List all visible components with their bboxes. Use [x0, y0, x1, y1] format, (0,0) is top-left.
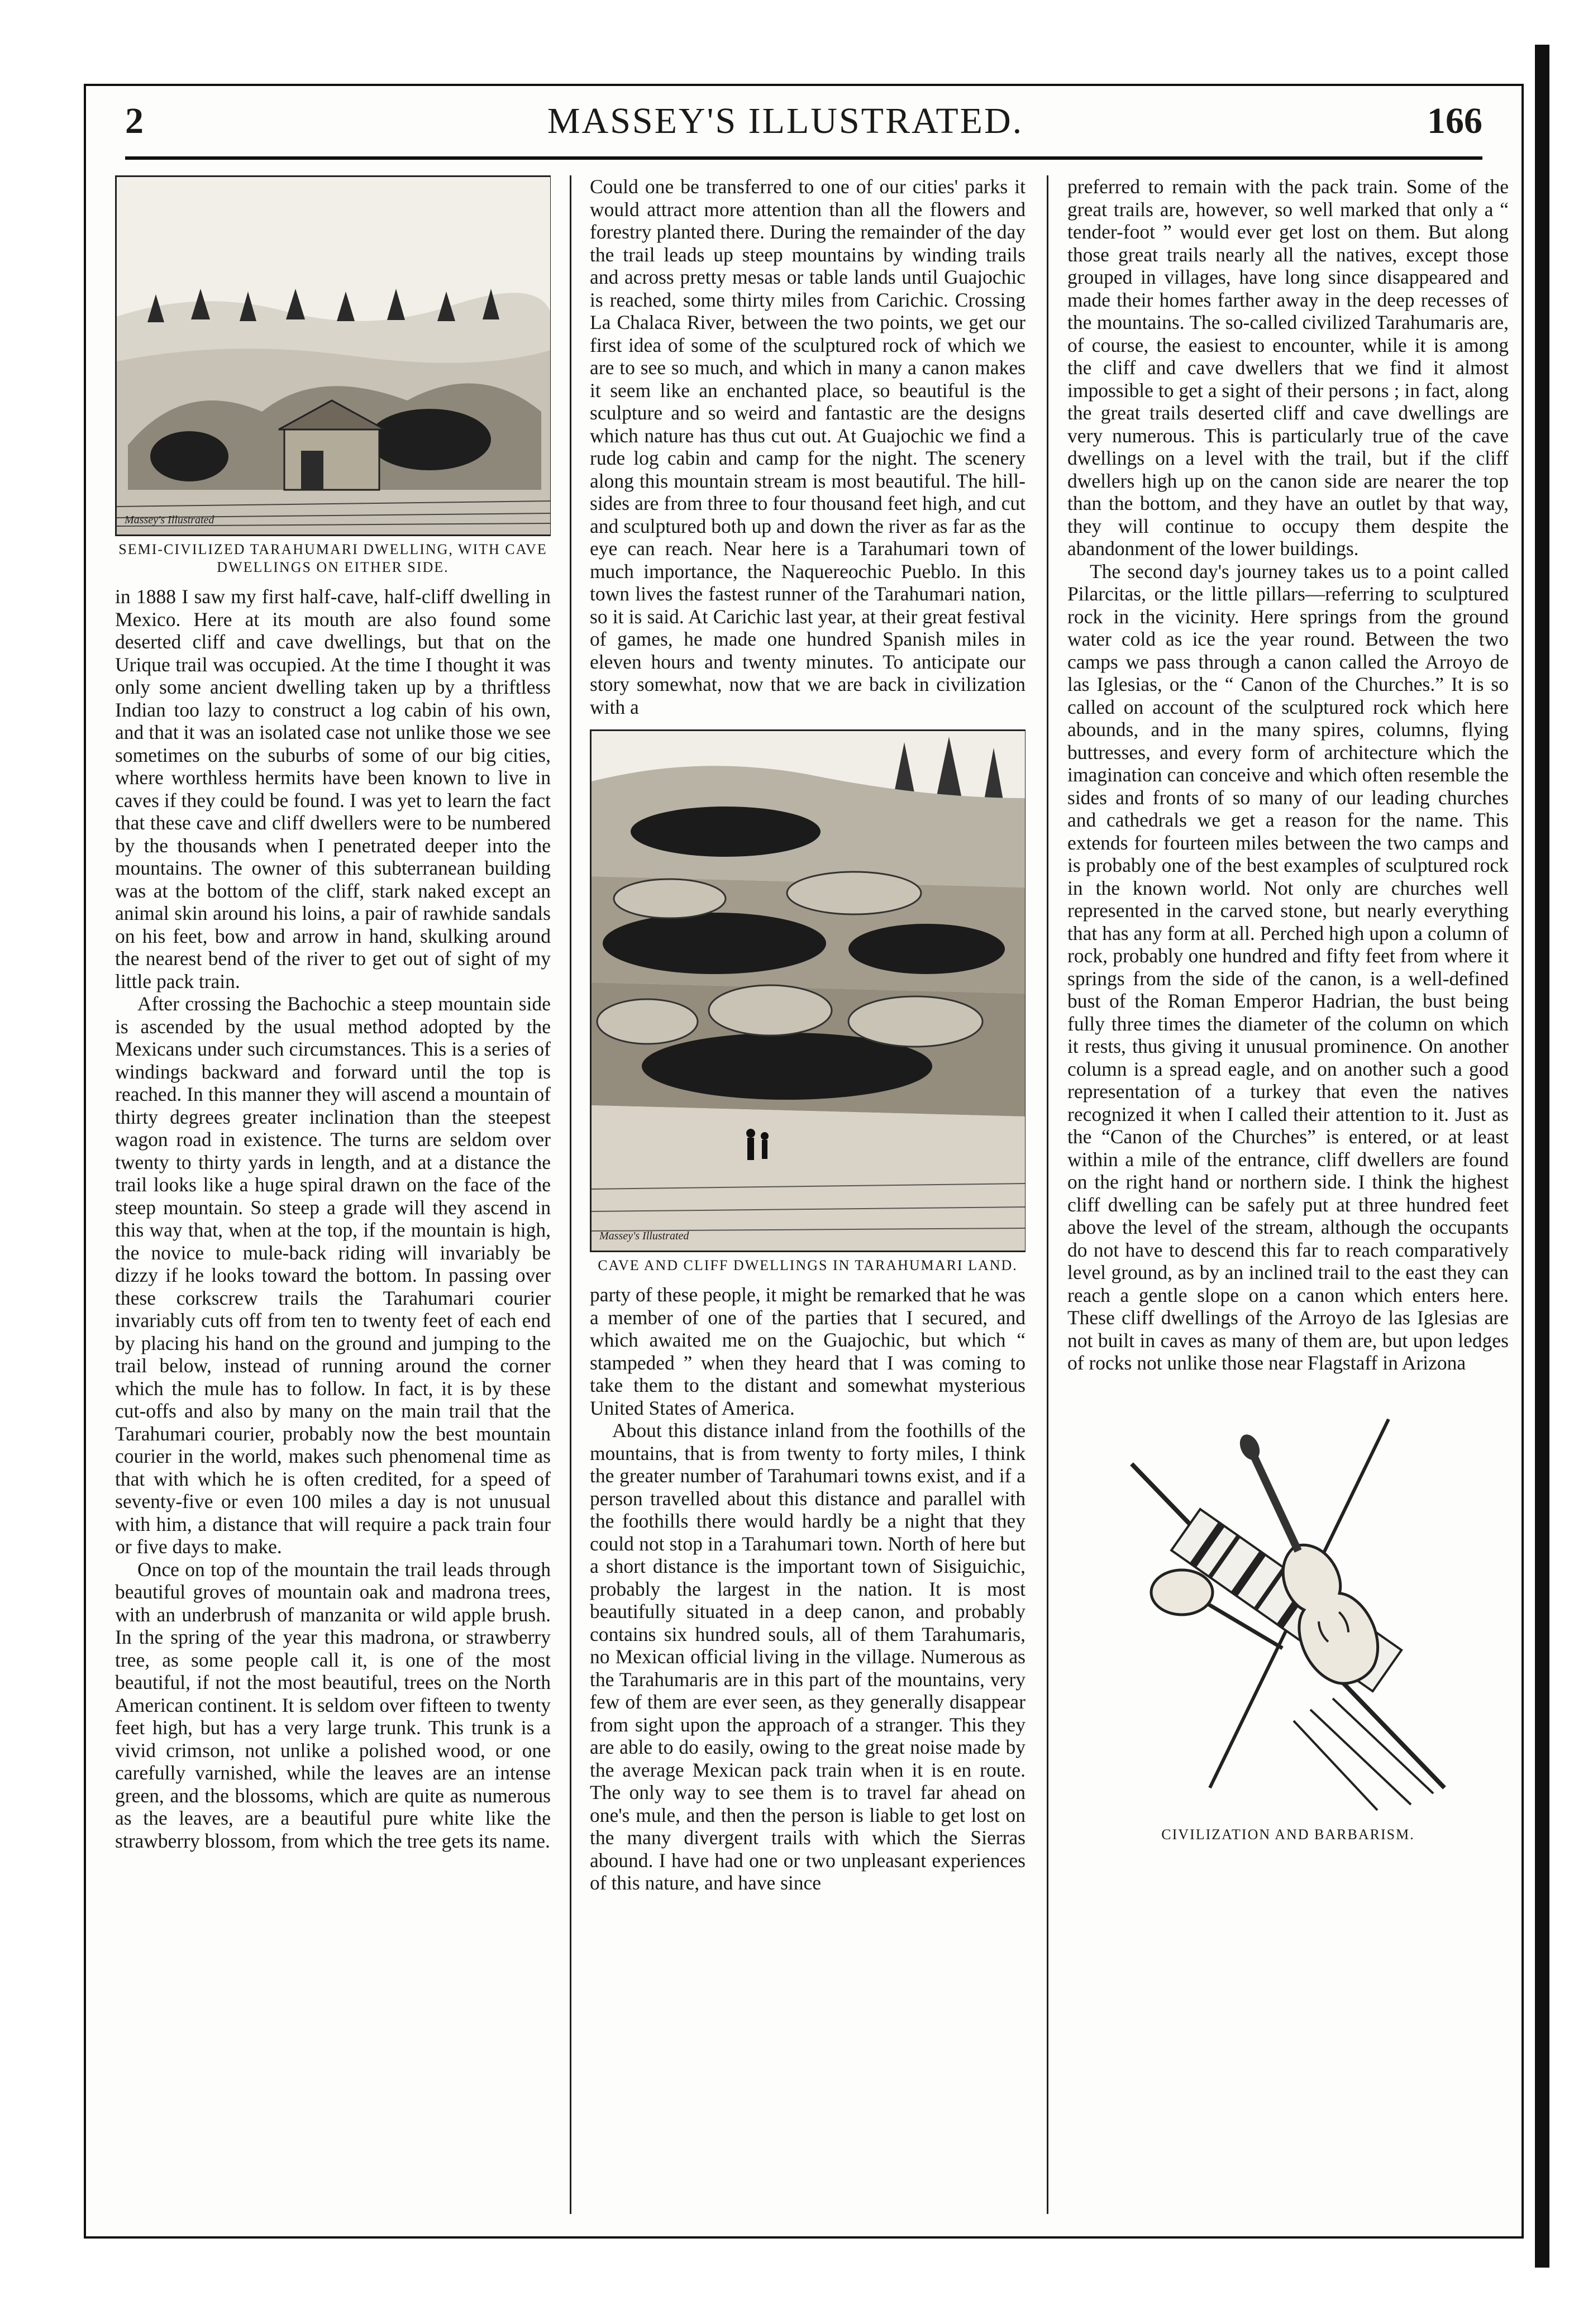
figure-caption: CAVE AND CLIFF DWELLINGS IN TARAHUMARI LAND.	[598, 1257, 1018, 1273]
paragraph: About this distance inland from the foothills of the mountains, that is from twenty to forty miles, I think the greater number of Tarahumari towns exist, and if a person travelled about this distance and parallel with the foothills there would hardly be a night that they could not stop in a Tarahumari town. North of here but a short distance is the important town of Sisiguichic, probably the largest in the nation. It is most beautifully situated in a deep canon, and probably contains six hundred souls, all of them Tarahumaris, no Mexican official living in the village. Numerous as the Tarahumaris are in this part of the mountains, very few of them are ever seen, as they generally disappear from sight upon the approach of a stranger. This they are able to do easily, owing to the great noise made by the average Mexican pack train when it is en route. The only way to see them is to travel far ahead on one's mule, and then the person is liable to get lost on the many divergent trails with which the Sierras abound. I have had one or two unpleasant experiences of this nature, and have since	[590, 1419, 1026, 1894]
engraving-signature: Massey's Illustrated	[599, 1229, 689, 1242]
figure-caption: CIVILIZATION AND BARBARISM.	[1161, 1826, 1415, 1843]
engraving-signature: Massey's Illustrated	[125, 513, 214, 526]
column-divider	[570, 175, 571, 2214]
paragraph: party of these people, it might be remarked that he was a member of one of the parties that I secured, and which awaited me on the Guajochic, but which “ stampeded ” when they heard that I was coming to take them to the distant and somewhat mysterious United States of America.	[590, 1283, 1026, 1419]
figure-cave-dwellings	[590, 729, 1026, 1275]
page-number-right: 166	[1427, 101, 1482, 141]
paragraph: After crossing the Bachochic a steep mountain side is ascended by the usual method adopted by the Mexicans under such circumstances. This is a series of windings backward and forward until the top is reached. In this manner they will ascend a mountain of thirty degrees greater inclination than the steepest wagon road in existence. The turns are seldom over twenty to thirty yards in length, and at a distance the trail looks like a huge spiral drawn on the face of the steep mountain. So steep a grade will they ascend in this way that, when at the top, if the mountain is high, the novice to mule-back riding will invariably be dizzy if he looks toward the bottom. In passing over these corkscrew trails the Tarahumari courier invariably cuts off from ten to twenty feet of each end by placing his hand on the ground and jumping to the trail below, instead of running around the corner which the mule has to follow. In fact, it is by these cut-offs and also by many on the main trail that the Tarahumari courier, probably now the best mountain courier in the world, makes such phenomenal time as that with which he is often credited, for a speed of seventy-five or even 100 miles a day is not unusual with him, a distance that will require a pack train four or five days to make.	[115, 992, 551, 1558]
violin-and-weapons-engraving	[1098, 1397, 1478, 1821]
page-header	[86, 86, 1522, 150]
cave-dwellings-engraving	[590, 729, 1026, 1252]
column-divider	[1047, 175, 1048, 2214]
paragraph: Could one be transferred to one of our cities' parks it would attract more attention than all the flowers and forestry planted there. During the remainder of the day the trail leads up steep mountains by winding trails and across pretty mesas or table lands until Guajochic is reached, some thirty miles from Carichic. Crossing La Chalaca River, between the two points, we get our first idea of some of the sculptured rock of which we are to see so much, and which in many a canon makes it seem like an enchanted place, so beautiful is the sculpture and so weird and fantastic are the designs which nature has thus cut out. At Guajochic we find a rude log cabin and camp for the night. The scenery along this mountain stream is most beautiful. The hill-sides are from three to four thousand feet high, and cut and sculptured both up and down the river as far as the eye can reach. Near here is a Tarahumari town of much importance, the Naquereochic Pueblo. In this town lives the fastest runner of the Tarahumari nation, so it is said. At Carichic last year, at their great festival of games, he made one hundred Spanish miles in eleven hours and twenty minutes. To anticipate our story somewhat, now that we are back in civilization with a	[590, 175, 1026, 718]
magazine-page	[84, 84, 1524, 2239]
paragraph: in 1888 I saw my first half-cave, half-cliff dwelling in Mexico. Here at its mouth are also found some deserted cliff and cave dwellings, but that on the Urique trail was occupied. At the time I thought it was only some ancient dwelling taken up by a thriftless Indian too lazy to construct a log cabin of his own, and that it was an isolated case not unlike those we see sometimes on the suburbs of some of our big cities, where worthless hermits have been known to live in caves if they could be found. I was yet to learn the fact that these cave and cliff dwellers were to be numbered by the thousands when I penetrated deeper into the mountains. The owner of this subterranean building was at the bottom of the cliff, stark naked except an animal skin around his loins, a pair of rawhide sandals on his feet, bow and arrow in hand, skulking around the nearest bend of the river to get out of sight of my little pack train.	[115, 585, 551, 992]
paragraph: Once on top of the mountain the trail leads through beautiful groves of mountain oak and madrona trees, with an underbrush of manzanita or wild apple brush. In the spring of the year this madrona, or strawberry tree, as some people call it, is one of the most beautiful, if not the most beautiful, trees on the North American continent. It is seldom over fifteen to twenty feet high, but has a very large trunk. This trunk is a vivid crimson, not unlike a polished wood, or one carefully varnished, while the leaves are an intense green, and the blossoms, which are quite as numerous as the leaves, are a beautiful pure white like the strawberry blossom, from which the tree gets its name.	[115, 1558, 551, 1852]
article-column-2	[590, 175, 1026, 2214]
paragraph: preferred to remain with the pack train. Some of the great trails are, however, so well marked that only a “ tender-foot ” would ever get lost on them. But along those great trails nearly all the natives, except those grouped in villages, have long since disappeared and made their homes farther away in the deep recesses of the mountains. The so-called civilized Tarahumaris are, of course, the easiest to encounter, while it is among the cliff and cave dwellers that we find it almost impossible to get a sight of their persons ; in fact, along the great trails deserted cliff and cave dwellings are very numerous. This is particularly true of the cave dwellings on a level with the trail, but if the cliff dwellers high up on the canon side are nearer the top than the bottom, and they have an outlet by that way, they will continue to occupy them despite the abandonment of the lower buildings.	[1067, 175, 1509, 560]
page-edge-shadow	[1535, 45, 1549, 2268]
header-rule	[125, 156, 1482, 160]
paragraph: The second day's journey takes us to a point called Pilarcitas, or the little pillars—referring to sculptured rock in the vicinity. Here springs from the ground water cold as ice the year round. Between the two camps we pass through a canon called the Arroyo de las Iglesias, or the “ Canon of the Churches.” It is so called on account of the sculptured rock which here abounds, and in the many spires, columns, flying buttresses, and every form of architecture which the imagination can conceive and which often resemble the sides and fronts of so many of our leading churches and cathedrals we get a reason for the name. This extends for fourteen miles between the two camps and is probably one of the best examples of sculptured rock in the known world. Not only are churches well represented in the carved stone, but nearly everything that has any form at all. Perched high upon a column of rock, probably one hundred and fifty feet from where it springs from the side of the canon, is a well-defined bust of the Roman Emperor Hadrian, the bust being fully three times the diameter of the column on which it rests, thus giving it unusual prominence. On another column is a spread eagle, and on another such a good representation of a turkey that even the natives recognized it when I called their attention to it. Just as the “Canon of the Churches” is entered, or at least within a mile of the entrance, cliff dwellers are found on the right hand or northern side. I think the highest cliff dwelling can be safely put at three hundred feet above the level of the stream, although the occupants do not have to descend this far to reach comparatively level ground, as by an inclined trail to the east they can reach a gentle slope on a canon which enters here. These cliff dwellings of the Arroyo de las Iglesias are not built in caves as many of them are, but upon ledges of rocks not unlike those near Flagstaff in Arizona	[1067, 560, 1509, 1374]
figure-civilization-barbarism	[1067, 1397, 1509, 1844]
dwelling-engraving	[115, 175, 551, 536]
article-column-1	[115, 175, 551, 2214]
page-number-left: 2	[125, 101, 144, 141]
figure-dwelling	[115, 175, 551, 576]
figure-caption: SEMI-CIVILIZED TARAHUMARI DWELLING, WITH CAVE DWELLINGS ON EITHER SIDE.	[118, 541, 547, 575]
article-column-3	[1067, 175, 1509, 2214]
publication-title: MASSEY'S ILLUSTRATED.	[547, 101, 1024, 141]
